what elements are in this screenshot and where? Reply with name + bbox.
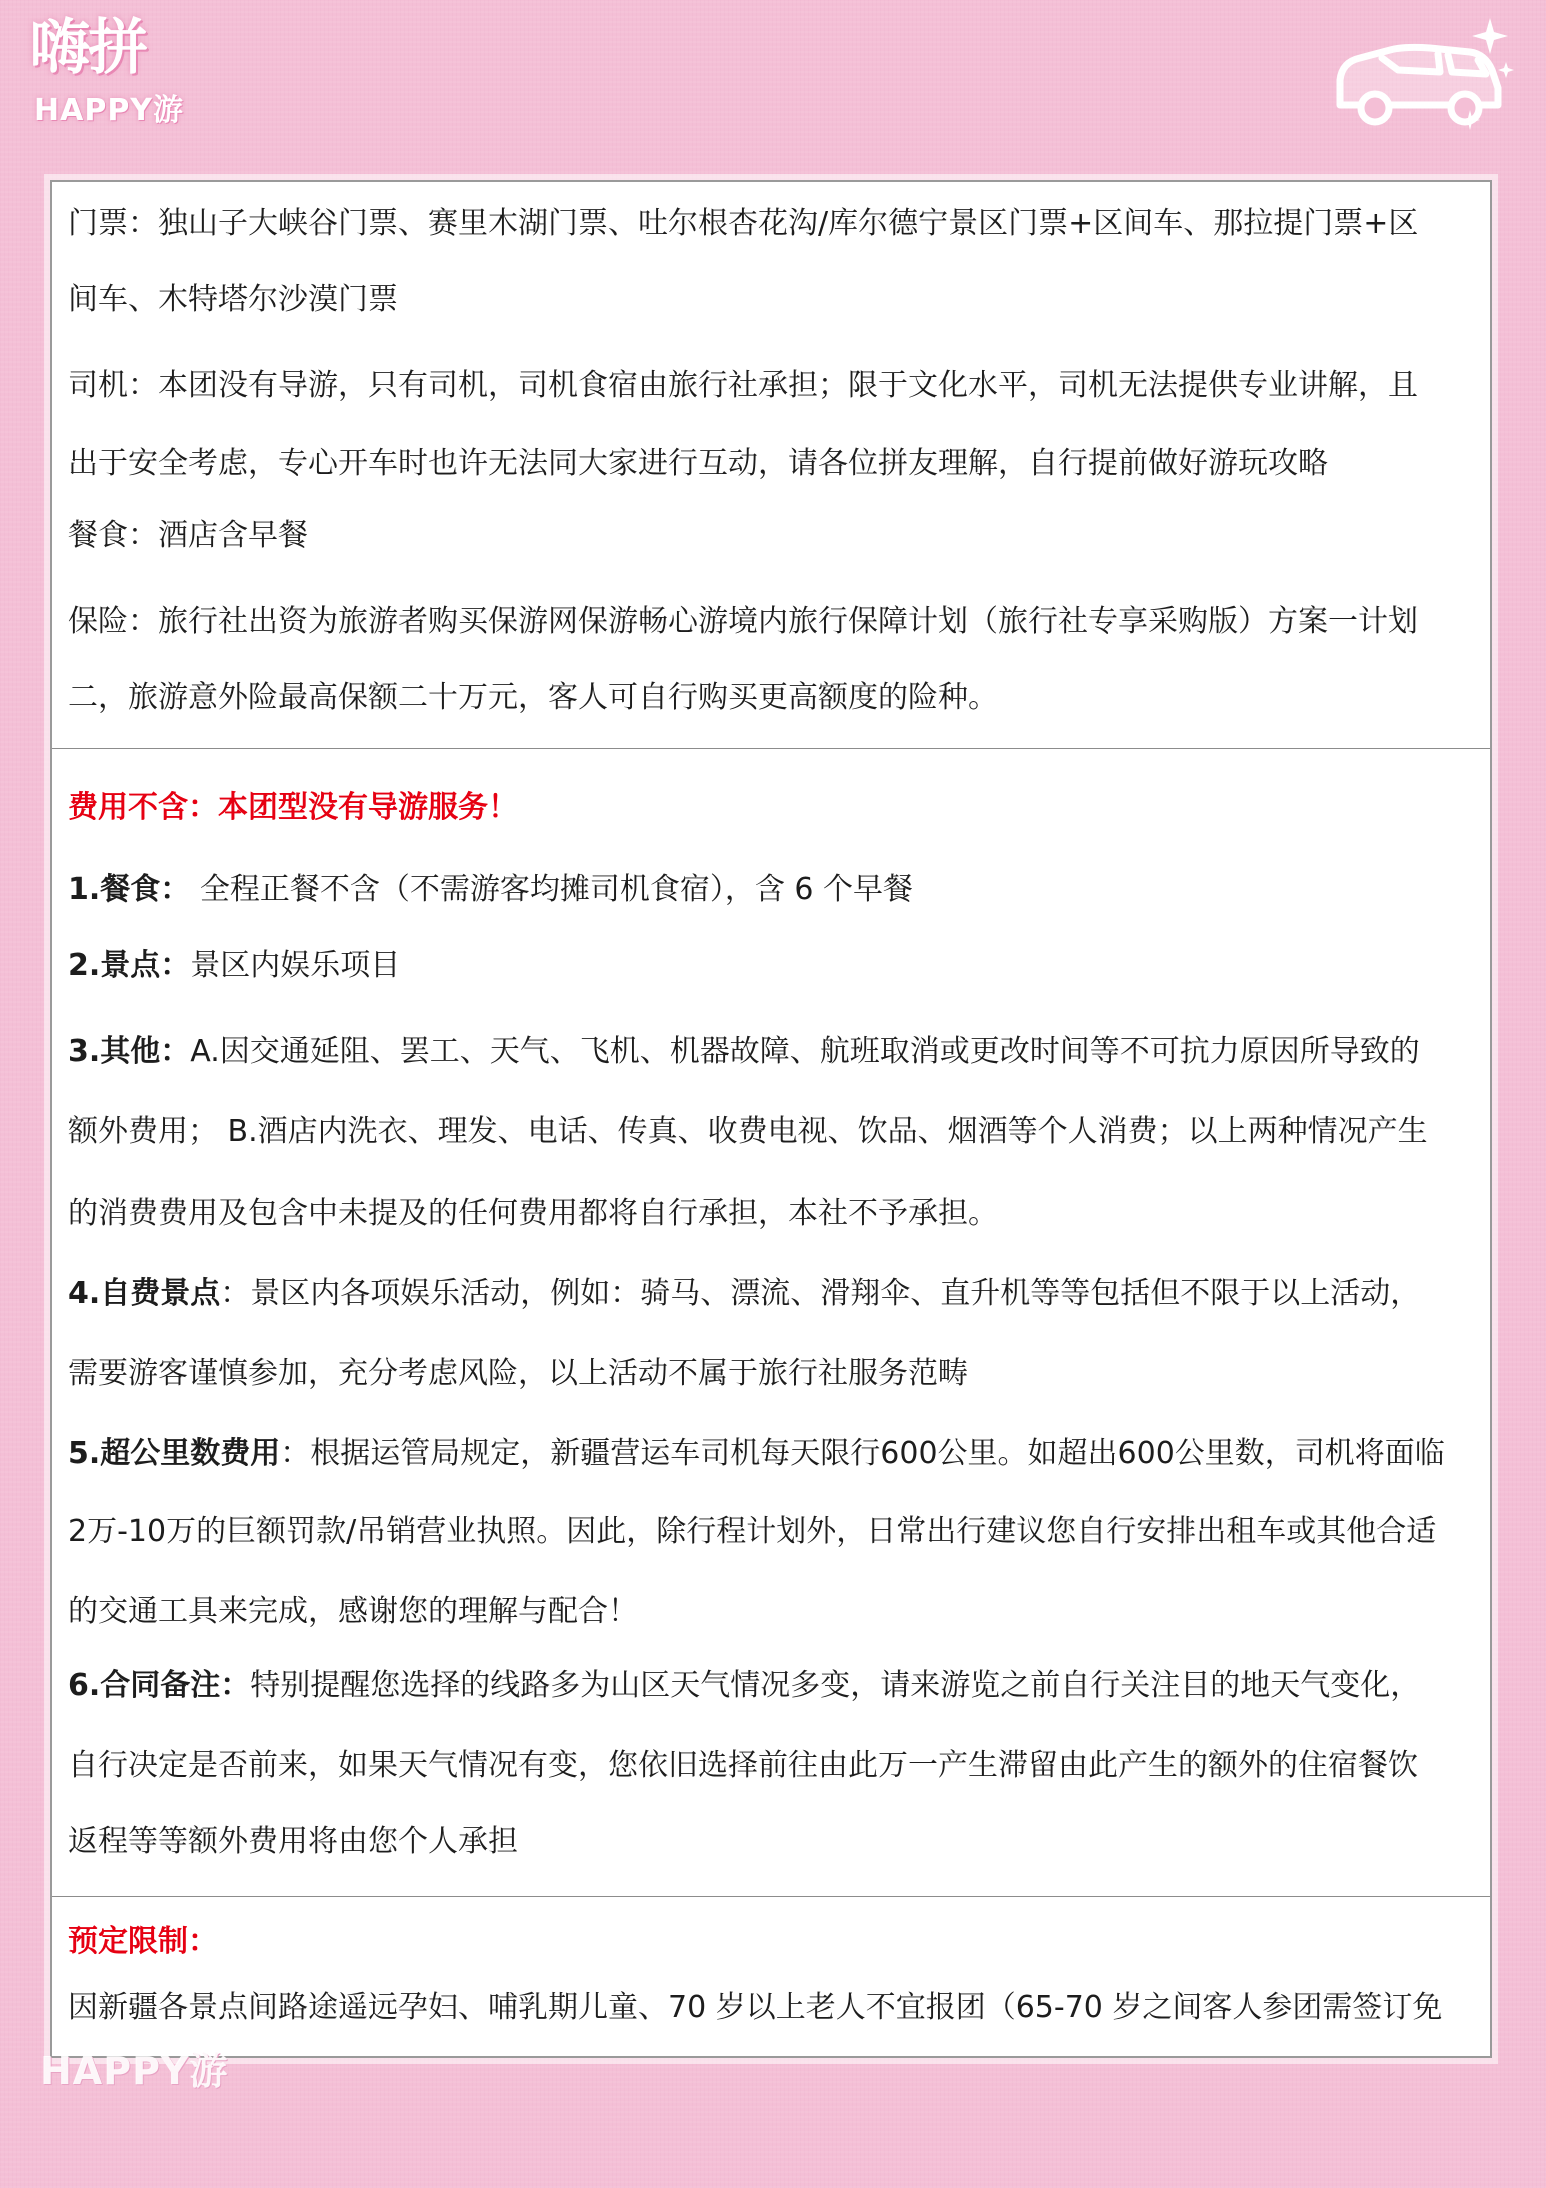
item-6-label: 6.合同备注： <box>68 1668 251 1703</box>
insurance-line-2: 二，旅游意外险最高保额二十万元，客人可自行购买更高额度的险种。 <box>68 680 998 715</box>
brand-logo-sub: HAPPY游 <box>34 93 185 128</box>
item-1-text: 全程正餐不含（不需游客均摊司机食宿），含 6 个早餐 <box>190 872 913 907</box>
booking-restriction-line-1: 因新疆各景点间路途遥远孕妇、哺乳期儿童、70 岁以上老人不宜报团（65-70 岁之间客人参团需签订免 <box>68 1990 1443 2025</box>
excluded-heading: 费用不含：本团型没有导游服务！ <box>68 790 518 825</box>
excluded-item-5-line-3: 的交通工具来完成，感谢您的理解与配合！ <box>68 1594 638 1629</box>
tickets-line-2: 间车、木特塔尔沙漠门票 <box>68 282 398 317</box>
tickets-line-1: 门票：独山子大峡谷门票、赛里木湖门票、吐尔根杏花沟/库尔德宁景区门票+区间车、那拉提门票+区 <box>68 206 1419 241</box>
excluded-item-4-line-2: 需要游客谨慎参加，充分考虑风险，以上活动不属于旅行社服务范畴 <box>68 1356 968 1391</box>
insurance-line-1: 保险：旅行社出资为旅游者购买保游网保游畅心游境内旅行保障计划（旅行社专享采购版）方案一计划 <box>68 604 1418 639</box>
item-2-label: 2.景点： <box>68 948 191 983</box>
item-2-text: 景区内娱乐项目 <box>190 948 401 983</box>
item-5-label: 5.超公里数费用 <box>68 1436 281 1471</box>
excluded-item-1 <box>68 870 1478 910</box>
item-6-text: 特别提醒您选择的线路多为山区天气情况多变，请来游览之前自行关注目的地天气变化， <box>250 1668 1421 1703</box>
driver-line-1: 司机：本团没有导游，只有司机，司机食宿由旅行社承担；限于文化水平，司机无法提供专业讲解，且 <box>68 368 1418 403</box>
item-4-text: ：景区内各项娱乐活动，例如：骑马、漂流、滑翔伞、直升机等等包括但不限于以上活动， <box>220 1276 1421 1311</box>
content-panel <box>50 180 1492 2058</box>
excluded-item-6 <box>68 1666 1478 1706</box>
footer-logo: HAPPY游 <box>40 2049 229 2093</box>
item-5-text: ：根据运管局规定，新疆营运车司机每天限行600公里。如超出600公里数，司机将面临 <box>280 1436 1445 1471</box>
excluded-item-3-line-2: 额外费用； B.酒店内洗衣、理发、电话、传真、收费电视、饮品、烟酒等个人消费；以上两种情况产生 <box>68 1114 1428 1149</box>
excluded-item-5-line-2: 2万-10万的巨额罚款/吊销营业执照。因此，除行程计划外，日常出行建议您自行安排出租车或其他合适 <box>68 1514 1437 1549</box>
brand-logo-main: 嗨拼 <box>30 13 146 83</box>
item-1-label: 1.餐食： <box>68 872 191 907</box>
excluded-item-4 <box>68 1274 1478 1314</box>
excluded-item-5 <box>68 1434 1478 1474</box>
driver-line-2: 出于安全考虑，专心开车时也许无法同大家进行互动，请各位拼友理解，自行提前做好游玩攻略 <box>68 446 1328 481</box>
item-4-label: 4.自费景点 <box>68 1276 221 1311</box>
brand-logo <box>30 13 220 138</box>
meals-line: 餐食：酒店含早餐 <box>68 518 308 553</box>
excluded-item-6-line-2: 自行决定是否前来，如果天气情况有变，您依旧选择前往由此万一产生滞留由此产生的额外的住宿餐饮 <box>68 1748 1418 1783</box>
excluded-item-6-line-3: 返程等等额外费用将由您个人承担 <box>68 1824 518 1859</box>
section-divider-2 <box>52 1896 1490 1897</box>
car-icon <box>1320 10 1520 140</box>
booking-restriction-heading: 预定限制： <box>68 1924 218 1959</box>
item-3-text: A.因交通延阻、罢工、天气、飞机、机器故障、航班取消或更改时间等不可抗力原因所导致的 <box>190 1034 1420 1069</box>
excluded-item-2 <box>68 946 1478 986</box>
excluded-item-3 <box>68 1032 1478 1072</box>
excluded-item-3-line-3: 的消费费用及包含中未提及的任何费用都将自行承担，本社不予承担。 <box>68 1196 998 1231</box>
section-divider-1 <box>52 748 1490 749</box>
item-3-label: 3.其他： <box>68 1034 191 1069</box>
